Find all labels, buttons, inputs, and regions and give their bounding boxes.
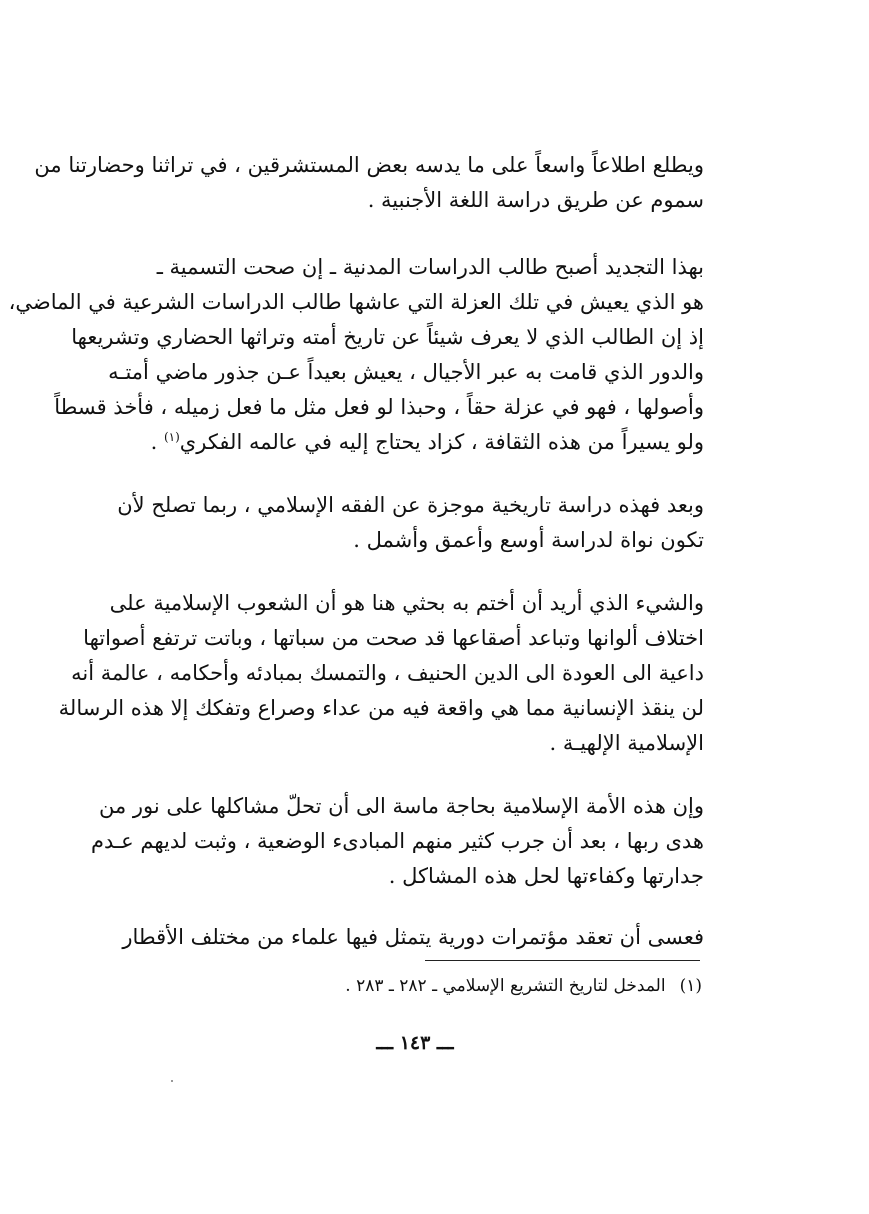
text-line: بهذا التجديد أصبح طالب الدراسات المدنية ـ إن صحت التسمية ـ [156,255,704,279]
text-line: هو الذي يعيش في تلك العزلة التي عاشها طالب الدراسات الشرعية في الماضي، [8,290,704,314]
paragraph-6 [122,920,704,955]
text-line: هدى ربها ، بعد أن جرب كثير منهم المبادىء الوضعية ، وثبت لديهم عـدم [90,829,704,853]
text-line: فعسى أن تعقد مؤتمرات دورية يتمثل فيها علماء من مختلف الأقطار [122,925,704,949]
text-line: تكون نواة لدراسة أوسع وأعمق وأشمل . [353,528,704,552]
text-line: الإسلامية الإلهيـة . [549,731,704,755]
text-line: والدور الذي قامت به عبر الأجيال ، يعيش بعيداً عـن جذور ماضي أمتـه [108,360,704,384]
scan-speck [171,1080,173,1082]
paragraph-1 [34,148,704,218]
end-mark: . [150,430,164,454]
paragraph-5 [90,789,704,894]
text-line: اختلاف ألوانها وتباعد أصقاعها قد صحت من سباتها ، وباتت ترتفع أصواتها [83,626,704,650]
body-text [8,148,704,955]
page-number: ـــ ١٤٣ ـــ [376,1032,454,1054]
text-line: والشيء الذي أريد أن أختم به بحثي هنا هو أن الشعوب الإسلامية على [109,591,704,615]
text-line: وبعد فهذه دراسة تاريخية موجزة عن الفقه الإسلامي ، ربما تصلح لأن [117,493,704,517]
text-line: جدارتها وكفاءتها لحل هذه المشاكل . [388,864,704,888]
footnote-reference[interactable]: (١) [163,430,180,444]
text-line: داعية الى العودة الى الدين الحنيف ، والتمسك بمبادئه وأحكامه ، عالمة أنه [71,661,704,685]
text-line-with-footnote [150,425,704,460]
footnote-text: المدخل لتاريخ التشريع الإسلامي ـ ٢٨٢ ـ ٢٨٣ . [345,976,666,996]
text-line: لن ينقذ الإنسانية مما هي واقعة فيه من عداء وصراع وتفكك إلا هذه الرسالة [58,696,704,720]
paragraph-3 [117,488,704,558]
text-line: إذ إن الطالب الذي لا يعرف شيئاً عن تاريخ أمته وتراثها الحضاري وتشريعها [71,325,704,349]
footnote-separator [425,960,700,961]
footnote [300,972,702,1000]
text-line: وإن هذه الأمة الإسلامية بحاجة ماسة الى أن تحلّ مشاكلها على نور من [98,794,704,818]
text-line-content: ولو يسيراً من هذه الثقافة ، كزاد يحتاج إليه في عالمه الفكري [179,430,704,454]
paragraph-4 [58,586,704,761]
text-line: ويطلع اطلاعاً واسعاً على ما يدسه بعض المستشرقين ، في تراثنا وحضارتنا من [34,153,704,177]
text-line: وأصولها ، فهو في عزلة حقاً ، وحبذا لو فعل مثل ما فعل زميله ، فأخذ قسطاً [54,395,704,419]
paragraph-2 [8,250,704,460]
footnote-number: (١) [679,976,702,996]
text-line: سموم عن طريق دراسة اللغة الأجنبية . [367,188,704,212]
